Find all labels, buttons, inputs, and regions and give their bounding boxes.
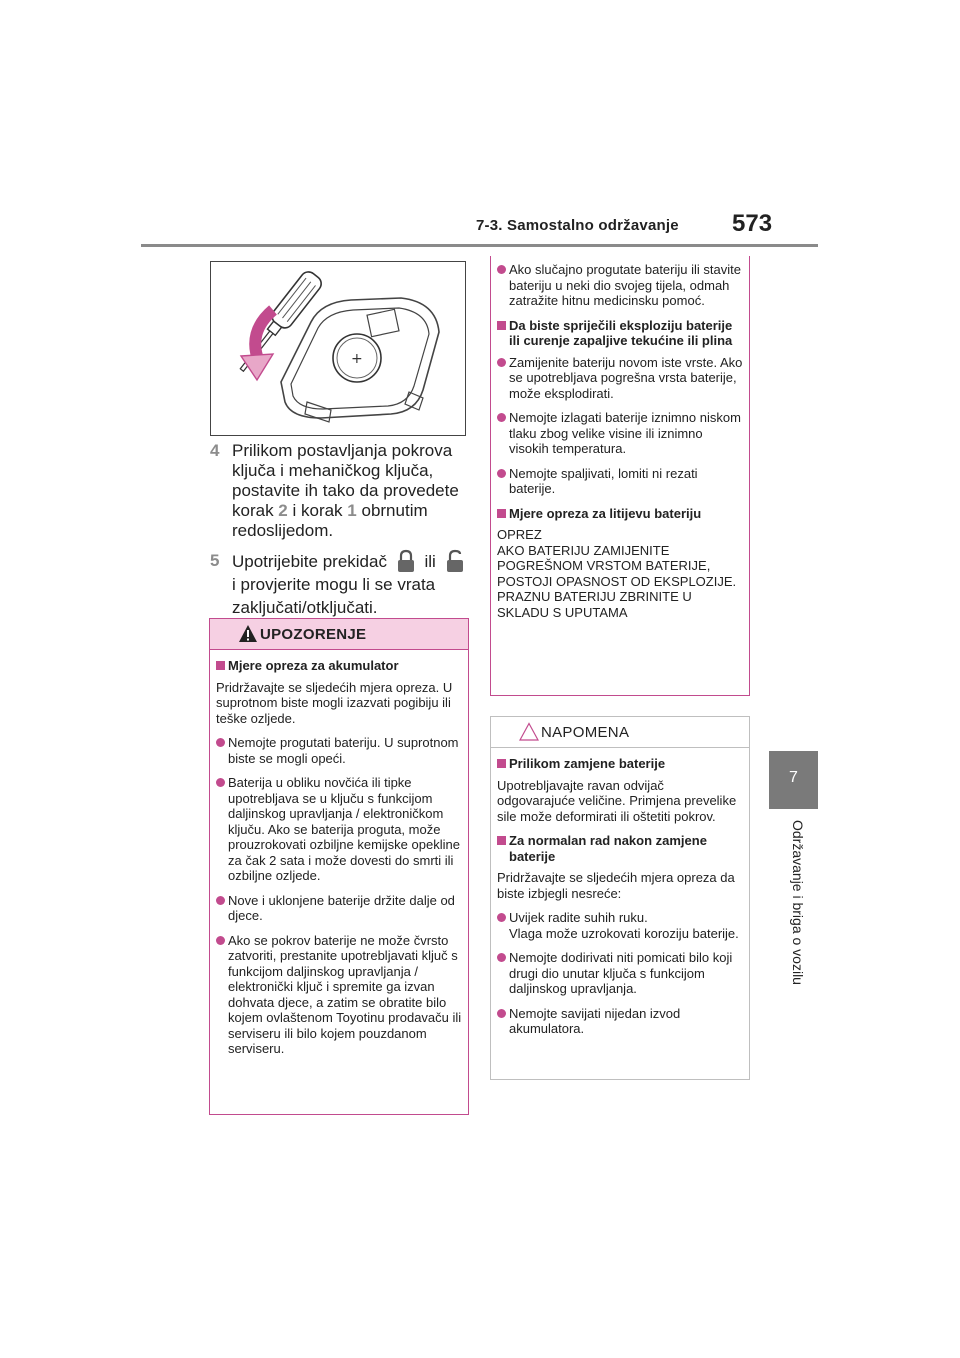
- list-item: Nemojte progutati bateriju. U suprotnom biste se mogli opeći.: [216, 735, 462, 766]
- step-ref: 2: [278, 501, 288, 520]
- key-battery-illustration: [210, 261, 466, 436]
- list-item: Nemojte savijati nijedan izvod akumulatora.: [497, 1006, 743, 1037]
- warning-triangle-icon: [238, 624, 258, 643]
- notice-box: [490, 716, 750, 1080]
- step-number: 4: [210, 441, 220, 460]
- list-item: Nemojte izlagati baterije iznimno niskom tlaku zbog velike visine ili iznimno visokih temperatura.: [497, 410, 743, 457]
- list-item: Zamijenite bateriju novom iste vrste. Ako se upotrebljava pogrešna vrsta baterije, može eksplodirati.: [497, 355, 743, 402]
- warning-title: UPOZORENJE: [260, 626, 367, 643]
- warning-intro: Pridržavajte se sljedećih mjera opreza. U suprotnom biste mogli izazvati pogibiju ili teške ozljede.: [216, 679, 453, 726]
- warning-heading: Mjere opreza za akumulator: [216, 658, 462, 674]
- caution-text: OPREZ AKO BATERIJU ZAMIJENITE POGREŠNOM VRSTOM BATERIJE, POSTOJI OPASNOST OD EKSPLOZIJE. PRAZNU BATERIJU ZBRINITE U SKLADU S UPUTAMA: [497, 527, 737, 620]
- notice-heading: Prilikom zamjene baterije: [497, 756, 743, 772]
- chapter-number: 7: [789, 769, 798, 786]
- warning-header: [210, 619, 468, 650]
- svg-text:+: +: [351, 351, 363, 367]
- notice-heading: Za normalan rad nakon zamjene baterije: [497, 833, 743, 864]
- step-text: Prilikom postavljanja pokrova ključa i mehaničkog ključa, postavite ih tako da provedete korak 2 i korak 1 obrnutim redoslijedom.: [232, 441, 459, 540]
- warning-continued-box: [490, 256, 750, 696]
- page-number: 573: [732, 210, 773, 237]
- step-4: [210, 441, 472, 541]
- screwdriver-key-battery-illustration: [211, 262, 465, 435]
- list-item: Nemojte spaljivati, lomiti ni rezati baterije.: [497, 466, 743, 497]
- step-number: 5: [210, 551, 220, 570]
- list-item: Ako se pokrov baterije ne može čvrsto zatvoriti, prestanite upotrebljavati ključ s funkcijom daljinskog upravljanja / elektronički ključ i spremite ga izvan dohvata djece, a zatim se obratite bilo kojem ovlaštenom Toyotinu prodavaču ili serviseru ili bilo kojem pouzdanom serviseru.: [216, 933, 462, 1057]
- lock-icon: [396, 549, 416, 573]
- list-item: Nemojte dodirivati niti pomicati bilo koji drugi dio unutar ključa s funkcijom daljinskog upravljanja.: [497, 950, 743, 997]
- list-item: Nove i uklonjene baterije držite dalje od djece.: [216, 893, 462, 924]
- warning-box: [209, 618, 469, 1115]
- chapter-label: Održavanje i briga o vozilu: [790, 820, 806, 985]
- header-rule: [141, 244, 818, 247]
- unlock-icon: [445, 549, 465, 573]
- step-text: Upotrijebite prekidač ili i provjerite mogu li se vrata zaključati/otključati.: [232, 549, 472, 619]
- notice-header: [491, 717, 749, 748]
- warning-heading: Da biste spriječili eksploziju baterije ili curenje zapaljive tekućine ili plina: [497, 318, 743, 349]
- list-item: Ako slučajno progutate bateriju ili stavite bateriju u neki dio svojeg tijela, odmah zatražite hitnu medicinsku pomoć.: [497, 262, 743, 309]
- list-item: Uvijek radite suhih ruku. Vlaga može uzrokovati koroziju baterije.: [497, 910, 743, 941]
- notice-text: Upotrebljavajte ravan odvijač odgovarajuće veličine. Primjena prevelike sile može deformirati ili oštetiti pokrov.: [497, 777, 737, 824]
- section-title: 7-3. Samostalno održavanje: [476, 217, 679, 234]
- list-item: Baterija u obliku novčića ili tipke upotrebljava se u ključu s funkcijom daljinskog upravljanja / elektroničkom ključu. Ako se baterija proguta, može prouzrokovati ozbiljne kemijske opekline za čak 2 sata i može dovesti do smrti ili ozbiljne ozljede.: [216, 775, 462, 884]
- step-5: [210, 549, 472, 619]
- notice-triangle-icon: [519, 722, 539, 741]
- step-ref: 1: [347, 501, 357, 520]
- notice-title: NAPOMENA: [541, 724, 630, 741]
- notice-text: Pridržavajte se sljedećih mjera opreza da biste izbjegli nesreće:: [497, 870, 735, 901]
- warning-heading: Mjere opreza za litijevu bateriju: [497, 506, 743, 522]
